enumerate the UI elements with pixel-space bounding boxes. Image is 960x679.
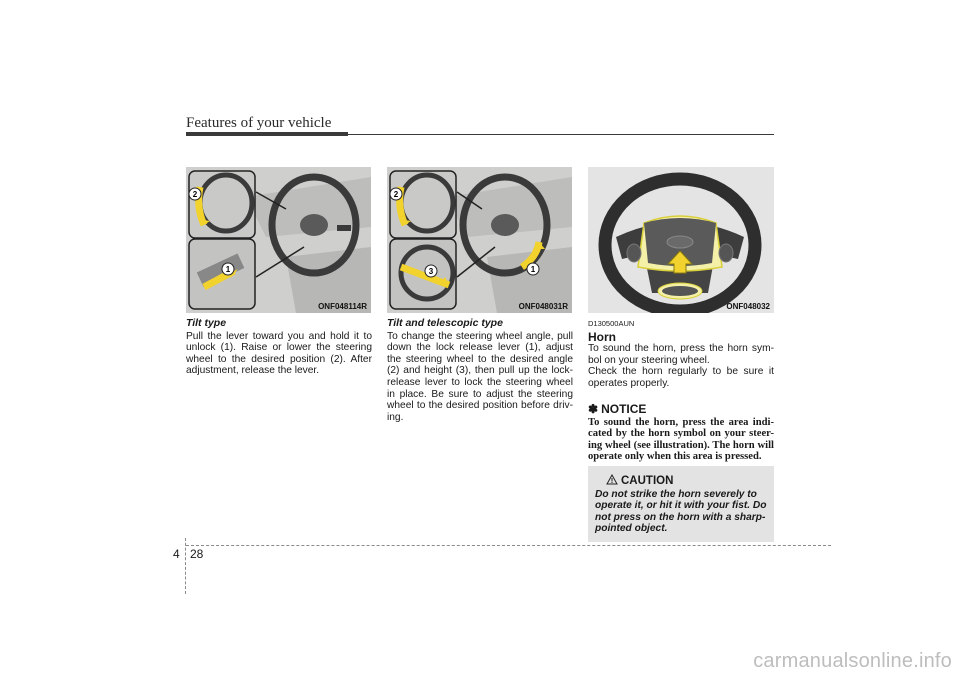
horn-title: Horn — [588, 329, 616, 344]
callout-3: 3 — [428, 267, 434, 276]
telescopic-illustration — [387, 167, 572, 313]
figure-code: ONF048031R — [518, 302, 568, 311]
notice-body: To sound the horn, press the area indi-cated by the horn symbol on your steer-ing wheel (see illustration). The horn will operate only when this area is pressed. — [588, 417, 774, 462]
header-rule-thin — [348, 134, 774, 135]
tilt-section — [186, 318, 372, 377]
header-rule-thick — [186, 132, 348, 136]
figure-horn — [588, 167, 774, 313]
telescopic-body: To change the steering wheel angle, pull down the lock release lever (1), adjust the steering wheel to the desired angle (2) and height (3), then pull up the lock-release lever to lock the steering wheel in place. Be sure to adjust the steering wheel to the desired position before driv-ing. — [387, 330, 573, 423]
page-number: 28 — [190, 547, 204, 561]
notice-title: NOTICE — [601, 401, 647, 416]
tilt-illustration — [186, 167, 371, 313]
tilt-heading: Tilt type — [186, 317, 227, 329]
notice-heading — [588, 401, 774, 416]
chapter-number: 4 — [173, 547, 180, 561]
footer-vertical-rule — [185, 538, 186, 594]
section-header: Features of your vehicle — [186, 115, 332, 131]
figure-code: ONF048114R — [318, 302, 367, 311]
watermark: carmanualsonline.info — [753, 650, 952, 672]
notice-symbol: ✽ — [588, 401, 599, 416]
horn-para-1: To sound the horn, press the horn sym-bol on your steering wheel. — [588, 343, 774, 366]
horn-code: D130500AUN — [588, 319, 635, 328]
warning-triangle-icon — [606, 474, 618, 485]
footer-rule — [186, 545, 831, 546]
caution-body: Do not strike the horn severely to operate it, or hit it with your fist. Do not press on the horn with a sharp-pointed object. — [595, 489, 767, 534]
horn-illustration — [588, 167, 774, 313]
caution-title: CAUTION — [621, 475, 674, 487]
callout-2: 2 — [393, 190, 399, 199]
callout-1: 1 — [225, 265, 231, 274]
figure-code: ONF048032 — [726, 302, 770, 311]
callout-1: 1 — [530, 265, 536, 274]
horn-section — [588, 318, 774, 462]
callout-2: 2 — [192, 190, 198, 199]
figure-telescopic — [387, 167, 572, 313]
telescopic-heading: Tilt and telescopic type — [387, 317, 503, 329]
caution-box — [588, 466, 774, 542]
horn-para-2: Check the horn regularly to be sure it operates properly. — [588, 366, 774, 389]
figure-tilt — [186, 167, 371, 313]
telescopic-section — [387, 318, 573, 423]
tilt-body: Pull the lever toward you and hold it to unlock (1). Raise or lower the steering wheel to the desired position (2). After adjustment, release the lever. — [186, 330, 372, 377]
